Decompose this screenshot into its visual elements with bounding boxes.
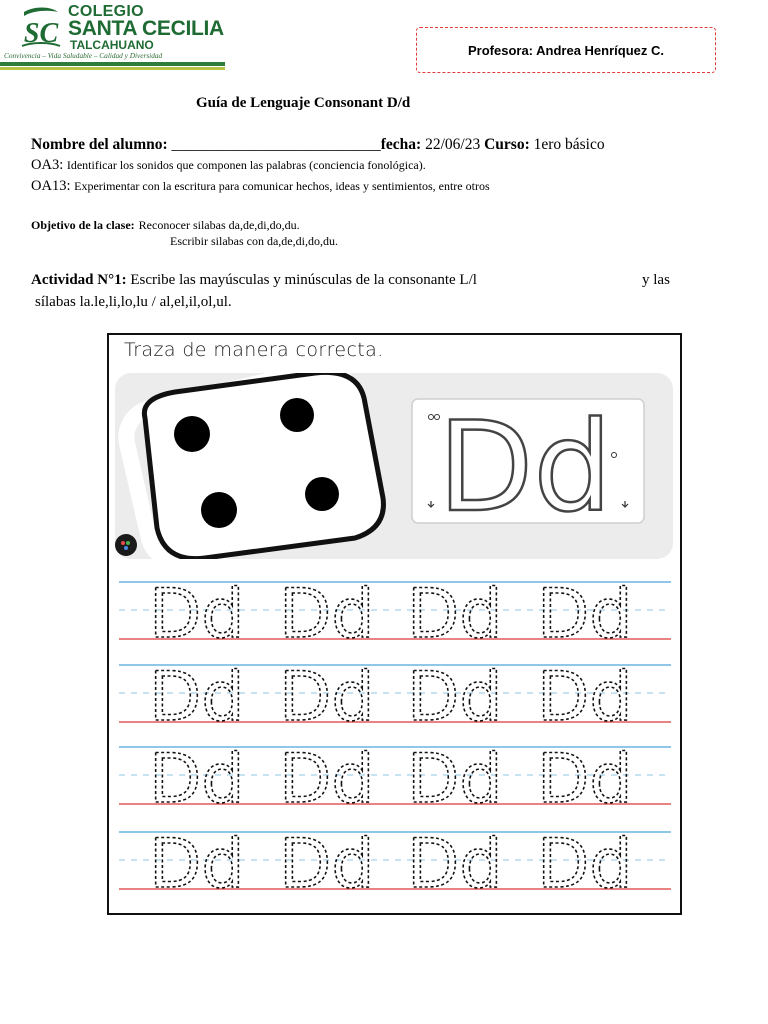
tracing-worksheet — [107, 333, 682, 915]
trace-word[interactable]: Dd — [537, 740, 633, 819]
oa13-text: Experimentar con la escritura para comunicar hechos, ideas y sentimientos, entre otros — [74, 179, 490, 193]
tracing-row — [119, 740, 671, 819]
school-emblem-icon — [20, 6, 62, 50]
name-label: Nombre del alumno: — [31, 136, 168, 153]
trace-word[interactable]: Dd — [149, 658, 245, 737]
trace-word[interactable]: Dd — [407, 740, 503, 819]
activity-line2: sílabas la.le,li,lo,lu / al,el,il,ol,ul. — [35, 294, 232, 310]
objective-row — [31, 216, 300, 234]
activity-label: Actividad N°1: — [31, 272, 127, 288]
model-letters: Dd — [437, 396, 613, 540]
school-name-line1: COLEGIO — [68, 3, 144, 20]
oa13-row — [31, 178, 490, 195]
school-motto: Convivencia – Vida Saludable – Calidad y Diversidad — [4, 51, 163, 60]
school-name-line3: TALCAHUANO — [70, 38, 154, 52]
activity-tail: y las — [642, 272, 670, 288]
trace-word[interactable]: Dd — [279, 658, 375, 737]
tracing-row — [119, 825, 671, 904]
tracing-rows — [109, 335, 679, 913]
student-info-row — [31, 136, 605, 154]
trace-word[interactable]: Dd — [279, 575, 375, 654]
worksheet-instruction: Traza de manera correcta. — [124, 339, 384, 361]
logo-bar-lime — [0, 67, 225, 70]
trace-word[interactable]: Dd — [407, 658, 503, 737]
objective-label: Objetivo de la clase: — [31, 218, 135, 232]
activity-row — [31, 272, 477, 289]
tracing-row — [119, 658, 671, 737]
trace-word[interactable]: Dd — [149, 740, 245, 819]
school-name-line2: SANTA CECILIA — [68, 17, 224, 40]
course-label: Curso: — [484, 136, 530, 153]
course-value: 1ero básico — [533, 136, 605, 153]
trace-word[interactable]: Dd — [279, 740, 375, 819]
oa3-label: OA3: — [31, 157, 64, 173]
date-label: fecha: — [380, 136, 422, 153]
trace-word[interactable]: Dd — [279, 825, 375, 904]
trace-word[interactable]: Dd — [537, 575, 633, 654]
logo-bar-green — [0, 62, 225, 66]
tracing-row — [119, 575, 671, 654]
teacher-box — [416, 27, 716, 73]
teacher-name: Profesora: Andrea Henríquez C. — [467, 42, 664, 58]
oa3-text: Identificar los sonidos que componen las palabras (conciencia fonológica). — [66, 158, 426, 172]
school-logo — [0, 0, 225, 78]
name-blank[interactable]: ___________________________ — [171, 136, 381, 153]
oa13-label: OA13: — [31, 178, 71, 194]
trace-word[interactable]: Dd — [149, 825, 245, 904]
activity-text: Escribe las mayúsculas y minúsculas de la consonante L/l — [130, 272, 477, 288]
trace-word[interactable]: Dd — [407, 825, 503, 904]
trace-word[interactable]: Dd — [537, 658, 633, 737]
trace-word[interactable]: Dd — [537, 825, 633, 904]
svg-text:SC: SC — [23, 18, 59, 49]
objective-line1: Reconocer silabas da,de,di,do,du. — [138, 218, 300, 232]
trace-word[interactable]: Dd — [149, 575, 245, 654]
date-value: 22/06/23 — [425, 136, 481, 153]
oa3-row — [31, 157, 426, 174]
trace-word[interactable]: Dd — [407, 575, 503, 654]
objective-line2: Escribir silabas con da,de,di,do,du. — [170, 234, 338, 248]
guide-title: Guía de Lenguaje Consonant D/d — [196, 95, 411, 111]
